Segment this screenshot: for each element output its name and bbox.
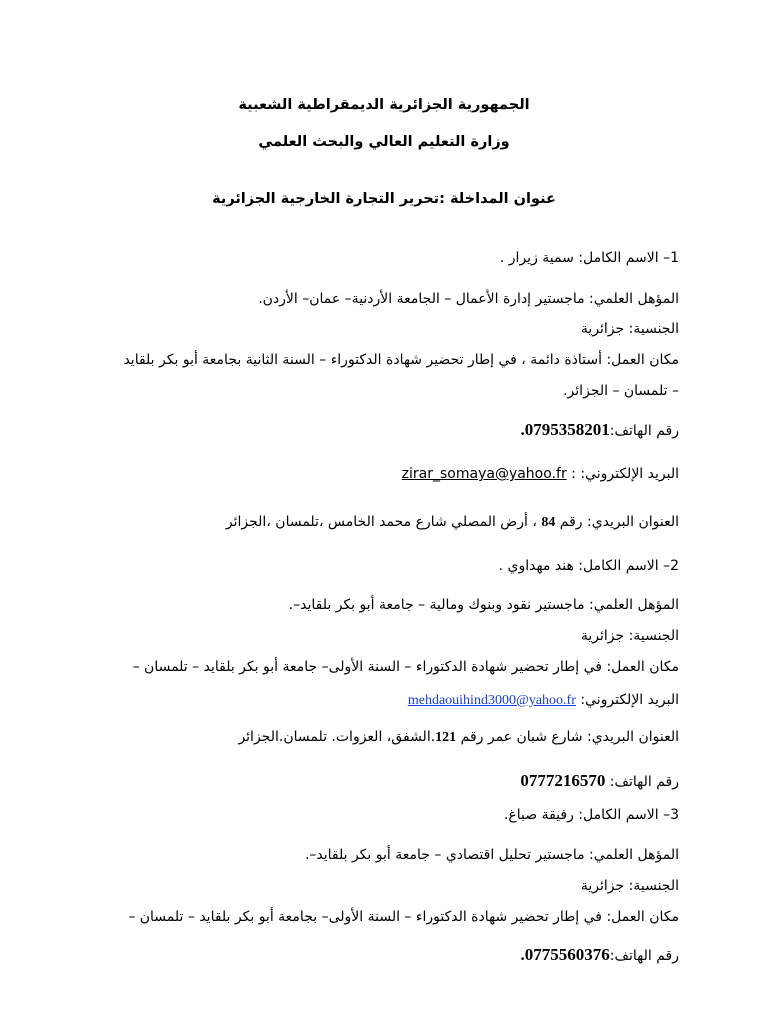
p3-name: 3– الاسم الكامل: رفيقة صباغ.	[503, 807, 679, 823]
p1-phone-number: 0795358201.	[520, 420, 610, 439]
p1-email	[402, 464, 679, 484]
p2-nationality: الجنسية: جزائرية	[580, 628, 679, 644]
p2-phone	[520, 771, 679, 792]
p1-phone	[521, 420, 679, 441]
p2-address-pre: العنوان البريدي: شارع شبان عمر رقم	[460, 729, 679, 745]
p2-phone-label: رقم الهاتف:	[609, 774, 679, 790]
p1-address-number: 84	[541, 515, 556, 530]
p1-address	[226, 512, 679, 533]
p1-phone-label: رقم الهاتف:	[609, 423, 679, 439]
p3-work-line1: مكان العمل: في إطار تحضير شهادة الدكتوراء – السنة الأولى– بجامعة أبو بكر بلقايد – تلمسان –	[128, 909, 679, 925]
p2-address	[238, 727, 679, 748]
p2-email-label: البريد الإلكتروني:	[580, 692, 679, 708]
p2-address-number: 121	[435, 730, 457, 745]
paper-title: عنوان المداخلة :تحرير التجارة الخارجية الجزائرية	[212, 191, 556, 207]
p2-phone-number: 0777216570	[520, 771, 606, 790]
p3-phone-number: 0775560376.	[520, 945, 610, 964]
p1-work-line2: – تلمسان – الجزائر.	[563, 383, 679, 399]
p2-qualification: المؤهل العلمي: ماجستير نقود وبنوك ومالية – جامعة أبو بكر بلقايد–.	[288, 597, 679, 613]
p2-name: 2– الاسم الكامل: هند مهداوي .	[498, 558, 679, 574]
p1-email-link[interactable]: zirar_somaya@yahoo.fr	[401, 466, 567, 482]
p2-address-post: .الشفق، العزوات. تلمسان.الجزائر	[238, 729, 436, 745]
p1-work-line1: مكان العمل: أستاذة دائمة ، في إطار تحضير شهادة الدكتوراء – السنة الثانية بجامعة أبو بكر بلقايد	[123, 352, 679, 368]
p1-email-label: البريد الإلكتروني: :	[571, 466, 679, 482]
p1-name: 1– الاسم الكامل: سمية زيرار .	[499, 250, 679, 266]
p3-nationality: الجنسية: جزائرية	[580, 878, 679, 894]
p2-email	[408, 690, 679, 711]
p1-address-post: ، أرض المصلي شارع محمد الخامس ،تلمسان ،الجزائر	[225, 514, 537, 530]
p1-nationality: الجنسية: جزائرية	[580, 321, 679, 337]
p1-address-pre: العنوان البريدي: رقم	[559, 514, 679, 530]
p3-phone	[521, 945, 679, 966]
p2-email-link[interactable]: mehdaouihind3000@yahoo.fr	[407, 693, 576, 708]
p1-qualification: المؤهل العلمي: ماجستير إدارة الأعمال – الجامعة الأردنية– عمان– الأردن.	[258, 291, 679, 307]
p2-work-line1: مكان العمل: في إطار تحضير شهادة الدكتوراء – السنة الأولى– جامعة أبو بكر بلقايد – تلمسان –	[132, 659, 679, 675]
p3-qualification: المؤهل العلمي: ماجستير تحليل اقتصادي – جامعة أبو بكر بلقايد–.	[304, 847, 679, 863]
republic-heading: الجمهورية الجزائرية الديمقراطية الشعبية	[238, 97, 530, 113]
ministry-heading: وزارة التعليم العالي والبحث العلمي	[258, 134, 510, 150]
p3-phone-label: رقم الهاتف:	[609, 948, 679, 964]
